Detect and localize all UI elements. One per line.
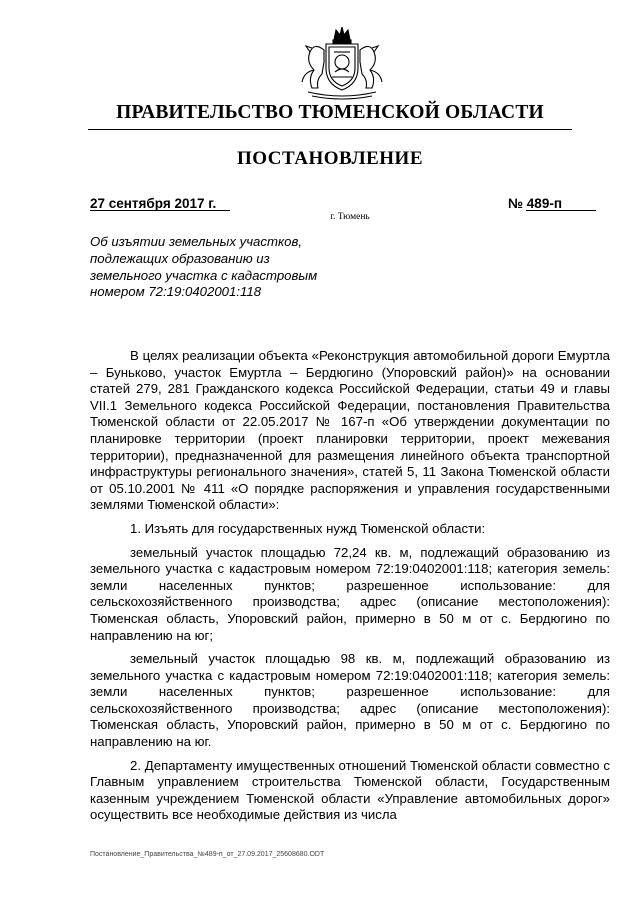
clause-1-heading: 1. Изъять для государственных нужд Тюменской области: [130,520,486,536]
subject-line: Об изъятии земельных участков, [90,234,303,249]
land-plot-paragraph: земельный участок площадью 72,24 кв. м, подлежащий образованию из земельного участка с кадастровым номером 72:19:0402001:118; категория земель: земли населенных пунктов; разрешенное использование: для сельскохозяйственного производства; адрес (описание местоположения): Тюменская область, Упоровский район, примерно в 50 м от с. Бердюгино по направлению на юг; [90,544,610,643]
file-name-footer: Постановление_Правительства_№489-п_от_27.09.2017_25608680.ODT [90,851,325,858]
coat-of-arms-icon [296,22,388,102]
document-city: г. Тюмень [330,212,370,222]
subject-line: подлежащих образованию из [90,250,270,266]
subject-line: земельного участка с кадастровым [90,267,318,283]
clause-2-paragraph: 2. Департаменту имущественных отношений Тюменской области совместно с Главным управлением строительства Тюменской области, Государственным казенным учреждением Тюменской области «Управление автомобильных дорог» осуществить все необходимые действия из числа [90,757,610,823]
document-subject [90,234,380,301]
document-type-heading: ПОСТАНОВЛЕНИЕ [236,148,424,169]
preamble-paragraph: В целях реализации объекта «Реконструкция автомобильной дороги Емуртла – Буньково, участок Емуртла – Бердюгино (Упоровский район)» на основании статей 279, 281 Гражданского кодекса Российской Федерации, статьи 49 и главы VII.1 Земельного кодекса Российской Федерации, постановления Правительства Тюменской области от 22.05.2017 № 167-п «Об утверждении документации по планировке территории (проект планировки территории, проект межевания территории), предназначенной для размещения линейного объекта транспортной инфраструктуры регионального значения», статей 5, 11 Закона Тюменской области от 05.10.2001 № 411 «О порядке распоряжения и управления государственными землями Тюменской области»: [90,348,610,513]
subject-line: номером 72:19:0402001:118 [90,284,262,300]
title-divider [88,129,572,130]
number-underline [526,210,596,211]
document-number: № 489-п [508,196,562,211]
organization-title: ПРАВИТЕЛЬСТВО ТЮМЕНСКОЙ ОБЛАСТИ [116,102,544,123]
date-underline [90,210,230,211]
land-plot-paragraph: земельный участок площадью 98 кв. м, подлежащий образованию из земельного участка с кадастровым номером 72:19:0402001:118; категория земель: земли населенных пунктов; разрешенное использование: для сельскохозяйственного производства; адрес (описание местоположения): Тюменская область, Упоровский район, примерно в 50 м от с. Бердюгино по направлению на юг. [90,651,610,750]
document-body [90,348,610,831]
document-date: 27 сентября 2017 г. [90,196,217,211]
